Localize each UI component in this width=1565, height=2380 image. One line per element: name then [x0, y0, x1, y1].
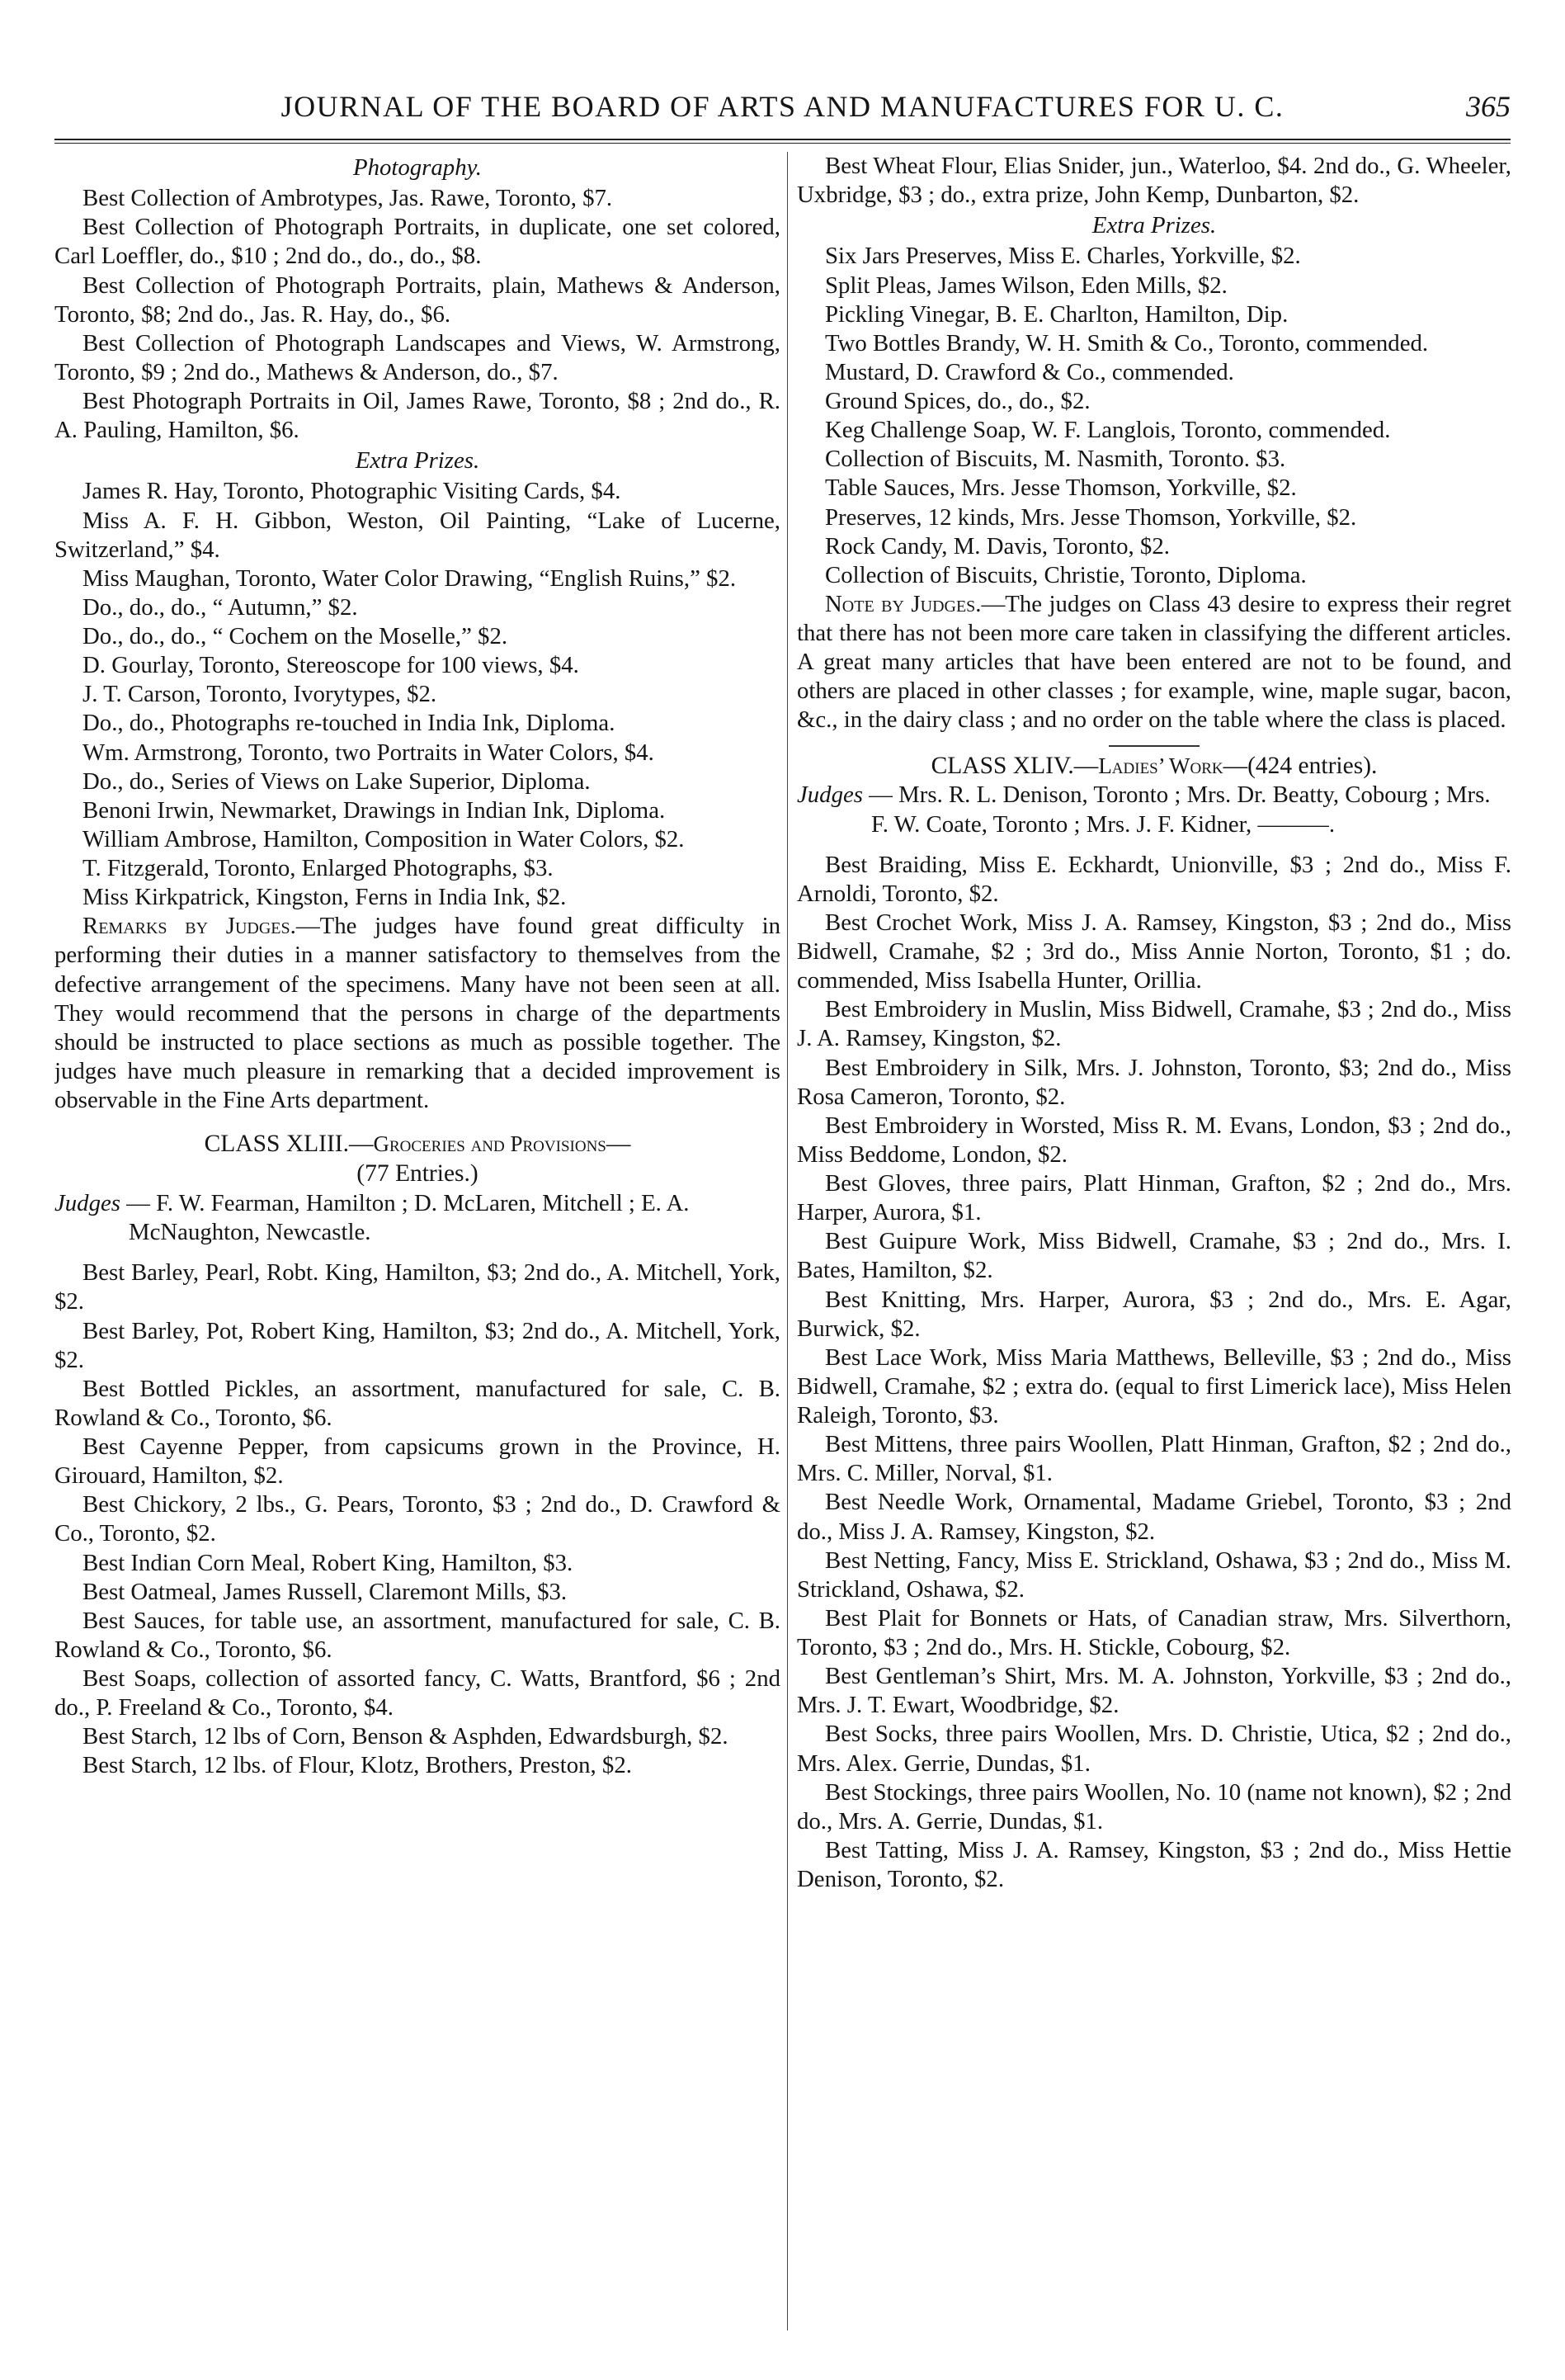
list-item: Best Indian Corn Meal, Robert King, Hamilton, $3.	[82, 1549, 573, 1576]
list-item: Best Knitting, Mrs. Harper, Aurora, $3 ; 2nd do., Mrs. E. Agar, Burwick, $2.	[797, 1286, 1511, 1342]
list-item: William Ambrose, Hamilton, Composition in Water Colors, $2.	[82, 825, 685, 852]
judges-note	[797, 590, 1511, 735]
list-item: Best Sauces, for table use, an assortment, manufactured for sale, C. B. Rowland & Co., Toronto, $6.	[54, 1607, 780, 1663]
list-item: Six Jars Preserves, Miss E. Charles, Yorkville, $2.	[825, 243, 1301, 270]
list-item: Best Crochet Work, Miss J. A. Ramsey, Kingston, $3 ; 2nd do., Miss Bidwell, Cramahe, $2 ; 3rd do., Miss Annie Norton, Toronto, $1 ; do. commended, Miss Isabella Hunter, Orillia.	[797, 909, 1511, 994]
class-44-judges	[797, 781, 1511, 838]
list-item: Best Barley, Pot, Robert King, Hamilton, $3; 2nd do., A. Mitchell, York, $2.	[54, 1317, 780, 1373]
list-item: Best Starch, 12 lbs. of Flour, Klotz, Brothers, Preston, $2.	[82, 1752, 632, 1779]
list-item: Do., do., Photographs re-touched in India Ink, Diploma.	[82, 710, 615, 737]
extra-prizes-heading: Extra Prizes.	[1091, 212, 1217, 239]
list-item: Best Gloves, three pairs, Platt Hinman, Grafton, $2 ; 2nd do., Mrs. Harper, Aurora, $1.	[797, 1170, 1511, 1226]
left-column	[54, 152, 780, 2330]
remarks-text: —The judges have found great difficulty in performing their duties in a manner satisfactory to themselves from the defective arrangement of the specimens. Many have not been seen at all. They would recommend that the persons in charge of the departments should be instructed to place sections as much as possible together. The judges have much pleasure in remarking that a decided improvement is observable in the Fine Arts department.	[54, 913, 780, 1113]
column-divider	[787, 152, 788, 2330]
list-item: Best Plait for Bonnets or Hats, of Canadian straw, Mrs. Silverthorn, Toronto, $3 ; 2nd do., Mrs. H. Stickle, Cobourg, $2.	[797, 1604, 1511, 1661]
list-item: Best Guipure Work, Miss Bidwell, Cramahe, $3 ; 2nd do., Mrs. I. Bates, Hamilton, $2.	[797, 1228, 1511, 1284]
list-item: Do., do., Series of Views on Lake Superior, Diploma.	[82, 767, 591, 795]
list-item: James R. Hay, Toronto, Photographic Visiting Cards, $4.	[82, 478, 621, 505]
list-item: D. Gourlay, Toronto, Stereoscope for 100 views, $4.	[82, 652, 579, 679]
class-43-suffix: —	[606, 1131, 631, 1158]
list-item: Best Wheat Flour, Elias Snider, jun., Waterloo, $4. 2nd do., G. Wheeler, Uxbridge, $3 ; do., extra prize, John Kemp, Dunbarton, $2.	[797, 153, 1511, 209]
photography-heading: Photography.	[353, 154, 482, 181]
list-item: Collection of Biscuits, Christie, Toronto, Diploma.	[825, 561, 1307, 588]
list-item: Mustard, D. Crawford & Co., commended.	[825, 358, 1234, 385]
note-text: —The judges on Class 43 desire to express their regret that there has not been more care taken in classifying the different articles. A great many articles that have been entered are not to be found, and others are placed in other classes ; for example, wine, maple sugar, bacon, &c., in the dairy class ; and no order on the table where the class is placed.	[797, 590, 1511, 734]
list-item: Miss Maughan, Toronto, Water Color Drawing, “English Ruins,” $2.	[82, 564, 737, 592]
judges-text: — F. W. Fearman, Hamilton ; D. McLaren, Mitchell ; E. A. McNaughton, Newcastle.	[120, 1190, 690, 1246]
list-item: Best Starch, 12 lbs of Corn, Benson & Asphden, Edwardsburgh, $2.	[82, 1723, 728, 1750]
list-item: Rock Candy, M. Davis, Toronto, $2.	[825, 532, 1170, 560]
right-column	[797, 152, 1511, 2330]
list-item: Best Cayenne Pepper, from capsicums grown in the Province, H. Girouard, Hamilton, $2.	[54, 1433, 780, 1490]
class-43-heading	[54, 1130, 780, 1189]
class-44-suffix: —(424 entries).	[1223, 752, 1378, 779]
list-item: Pickling Vinegar, B. E. Charlton, Hamilton, Dip.	[825, 300, 1289, 328]
list-item: Two Bottles Brandy, W. H. Smith & Co., Toronto, commended.	[825, 329, 1429, 357]
section-rule	[1109, 745, 1200, 747]
list-item: Table Sauces, Mrs. Jesse Thomson, Yorkville, $2.	[825, 475, 1297, 502]
list-item: Miss A. F. H. Gibbon, Weston, Oil Painting, “Lake of Lucerne, Switzerland,” $4.	[54, 507, 780, 563]
list-item: Best Soaps, collection of assorted fancy, C. Watts, Brantford, $6 ; 2nd do., P. Freeland & Co., Toronto, $4.	[54, 1665, 780, 1721]
list-item: Collection of Biscuits, M. Nasmith, Toronto. $3.	[825, 446, 1286, 473]
list-item: Best Collection of Photograph Landscapes and Views, W. Armstrong, Toronto, $9 ; 2nd do., Mathews & Anderson, do., $7.	[54, 329, 780, 385]
list-item: Best Lace Work, Miss Maria Matthews, Belleville, $3 ; 2nd do., Miss Bidwell, Cramahe, $2 ; extra do. (equal to first Limerick lace), Miss Helen Raleigh, Toronto, $3.	[797, 1343, 1511, 1429]
list-item: Best Collection of Photograph Portraits, plain, Mathews & Anderson, Toronto, $8; 2nd do., Jas. R. Hay, do., $6.	[54, 272, 780, 328]
class-43-title: CLASS XLIII.—	[204, 1131, 374, 1158]
class-43-entries-count: (77 Entries.)	[356, 1160, 478, 1188]
class-43-subject: Groceries and Provisions	[373, 1131, 606, 1157]
judges-text: — Mrs. R. L. Denison, Toronto ; Mrs. Dr. Beatty, Cobourg ; Mrs. F. W. Coate, Toronto ; Mrs. J. F. Kidner, ———.	[862, 782, 1491, 838]
remarks-label: Remarks by Judges.	[82, 913, 296, 940]
list-item: Best Collection of Ambrotypes, Jas. Rawe, Toronto, $7.	[82, 185, 613, 212]
judges-label: Judges	[797, 782, 863, 809]
header-rule	[54, 139, 1511, 144]
list-item: J. T. Carson, Toronto, Ivorytypes, $2.	[82, 681, 437, 708]
list-item: T. Fitzgerald, Toronto, Enlarged Photographs, $3.	[82, 855, 554, 881]
list-item: Benoni Irwin, Newmarket, Drawings in Indian Ink, Diploma.	[82, 796, 666, 824]
running-head	[54, 81, 1511, 132]
list-item: Best Netting, Fancy, Miss E. Strickland, Oshawa, $3 ; 2nd do., Miss M. Strickland, Oshawa, $2.	[797, 1547, 1511, 1603]
list-item: Best Mittens, three pairs Woollen, Platt Hinman, Grafton, $2 ; 2nd do., Mrs. C. Miller, Norval, $1.	[797, 1431, 1511, 1487]
list-item: Best Bottled Pickles, an assortment, manufactured for sale, C. B. Rowland & Co., Toronto, $6.	[54, 1375, 780, 1431]
list-item: Best Tatting, Miss J. A. Ramsey, Kingston, $3 ; 2nd do., Miss Hettie Denison, Toronto, $2.	[797, 1836, 1511, 1893]
list-item: Best Chickory, 2 lbs., G. Pears, Toronto, $3 ; 2nd do., D. Crawford & Co., Toronto, $2.	[54, 1491, 780, 1547]
list-item: Preserves, 12 kinds, Mrs. Jesse Thomson, Yorkville, $2.	[825, 503, 1357, 531]
class-44-subject: Ladies’ Work	[1098, 753, 1223, 778]
class-43-judges	[54, 1189, 780, 1247]
list-item: Ground Spices, do., do., $2.	[825, 388, 1091, 414]
list-item: Best Oatmeal, James Russell, Claremont Mills, $3.	[82, 1578, 568, 1605]
judges-label: Judges	[54, 1190, 120, 1217]
list-item: Miss Kirkpatrick, Kingston, Ferns in India Ink, $2.	[82, 884, 567, 911]
class-44-heading	[797, 752, 1511, 782]
list-item: Best Gentleman’s Shirt, Mrs. M. A. Johnston, Yorkville, $3 ; 2nd do., Mrs. J. T. Ewart, Woodbridge, $2.	[797, 1663, 1511, 1719]
list-item: Best Barley, Pearl, Robt. King, Hamilton, $3; 2nd do., A. Mitchell, York, $2.	[54, 1259, 780, 1315]
judges-remarks	[54, 912, 780, 1115]
list-item: Best Socks, three pairs Woollen, Mrs. D. Christie, Utica, $2 ; 2nd do., Mrs. Alex. Gerrie, Dundas, $1.	[797, 1721, 1511, 1777]
journal-title: JOURNAL OF THE BOARD OF ARTS AND MANUFACTURES FOR U. C.	[280, 90, 1285, 123]
class-44-title: CLASS XLIV.—	[931, 752, 1099, 779]
list-item: Best Stockings, three pairs Woollen, No. 10 (name not known), $2 ; 2nd do., Mrs. A. Gerrie, Dundas, $1.	[797, 1778, 1511, 1835]
list-item: Best Collection of Photograph Portraits, in duplicate, one set colored, Carl Loeffler, do., $10 ; 2nd do., do., do., $8.	[54, 214, 780, 270]
list-item: Best Embroidery in Muslin, Miss Bidwell, Cramahe, $3 ; 2nd do., Miss J. A. Ramsey, Kingston, $2.	[797, 996, 1511, 1052]
list-item: Best Photograph Portraits in Oil, James Rawe, Toronto, $8 ; 2nd do., R. A. Pauling, Hamilton, $6.	[54, 388, 780, 444]
list-item: Best Braiding, Miss E. Eckhardt, Unionville, $3 ; 2nd do., Miss F. Arnoldi, Toronto, $2.	[797, 851, 1511, 907]
extra-prizes-heading: Extra Prizes.	[355, 447, 480, 475]
list-item: Best Embroidery in Worsted, Miss R. M. Evans, London, $3 ; 2nd do., Miss Beddome, London, $2.	[797, 1112, 1511, 1168]
list-item: Best Needle Work, Ornamental, Madame Griebel, Toronto, $3 ; 2nd do., Miss J. A. Ramsey, Kingston, $2.	[797, 1489, 1511, 1545]
list-item: Wm. Armstrong, Toronto, two Portraits in Water Colors, $4.	[82, 739, 654, 766]
list-item: Keg Challenge Soap, W. F. Langlois, Toronto, commended.	[825, 417, 1391, 444]
page-number: 365	[1466, 90, 1511, 123]
list-item: Split Pleas, James Wilson, Eden Mills, $2.	[825, 272, 1228, 299]
note-label: Note by Judges.	[825, 590, 982, 617]
list-item: Do., do., do., “ Cochem on the Moselle,” $2.	[82, 623, 508, 649]
list-item: Do., do., do., “ Autumn,” $2.	[82, 593, 358, 621]
list-item: Best Embroidery in Silk, Mrs. J. Johnston, Toronto, $3; 2nd do., Miss Rosa Cameron, Toronto, $2.	[797, 1054, 1511, 1110]
